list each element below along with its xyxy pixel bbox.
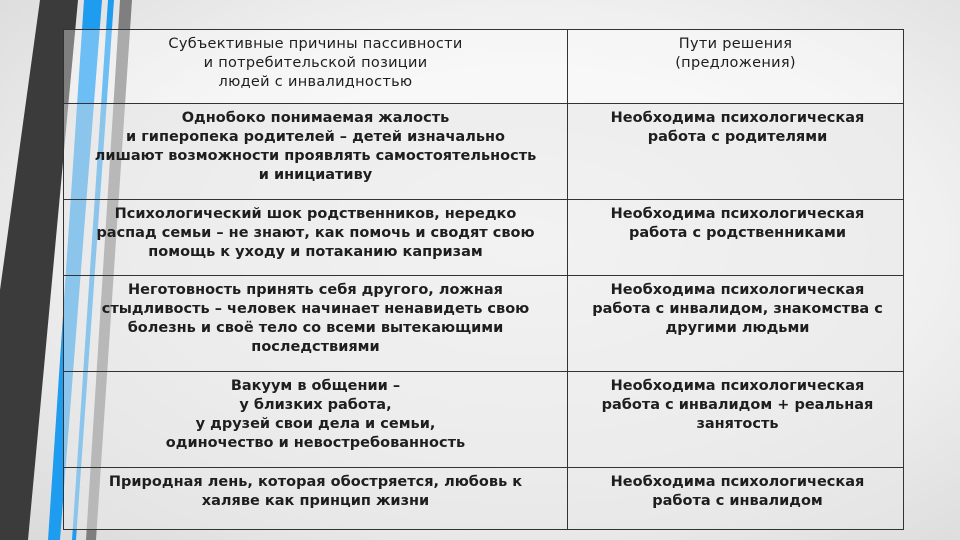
table-row	[64, 104, 904, 200]
causes-solutions-table	[63, 29, 904, 530]
cause-cell: Однобоко понимаемая жалость и гиперопека родителей – детей изначально лишают возможности проявлять самостоятельность и инициативу	[64, 104, 568, 200]
table-row	[64, 372, 904, 468]
solution-cell: Необходима психологическая работа с родственниками	[568, 200, 904, 276]
table-header-row	[64, 30, 904, 104]
header-solutions: Пути решения (предложения)	[568, 30, 904, 104]
header-causes: Субъективные причины пассивности и потребительской позиции людей с инвалидностью	[64, 30, 568, 104]
solution-cell: Необходима психологическая работа с инвалидом	[568, 468, 904, 530]
table-row	[64, 276, 904, 372]
cause-cell: Природная лень, которая обостряется, любовь к халяве как принцип жизни	[64, 468, 568, 530]
solution-cell: Необходима психологическая работа с инвалидом, знакомства с другими людьми	[568, 276, 904, 372]
table-row	[64, 200, 904, 276]
cause-cell: Психологический шок родственников, нередко распад семьи – не знают, как помочь и сводят свою помощь к уходу и потаканию капризам	[64, 200, 568, 276]
table-row	[64, 468, 904, 530]
cause-cell: Неготовность принять себя другого, ложная стыдливость – человек начинает ненавидеть свою болезнь и своё тело со всеми вытекающими последствиями	[64, 276, 568, 372]
solution-cell: Необходима психологическая работа с инвалидом + реальная занятость	[568, 372, 904, 468]
cause-cell: Вакуум в общении – у близких работа, у друзей свои дела и семьи, одиночество и невостребованность	[64, 372, 568, 468]
solution-cell: Необходима психологическая работа с родителями	[568, 104, 904, 200]
